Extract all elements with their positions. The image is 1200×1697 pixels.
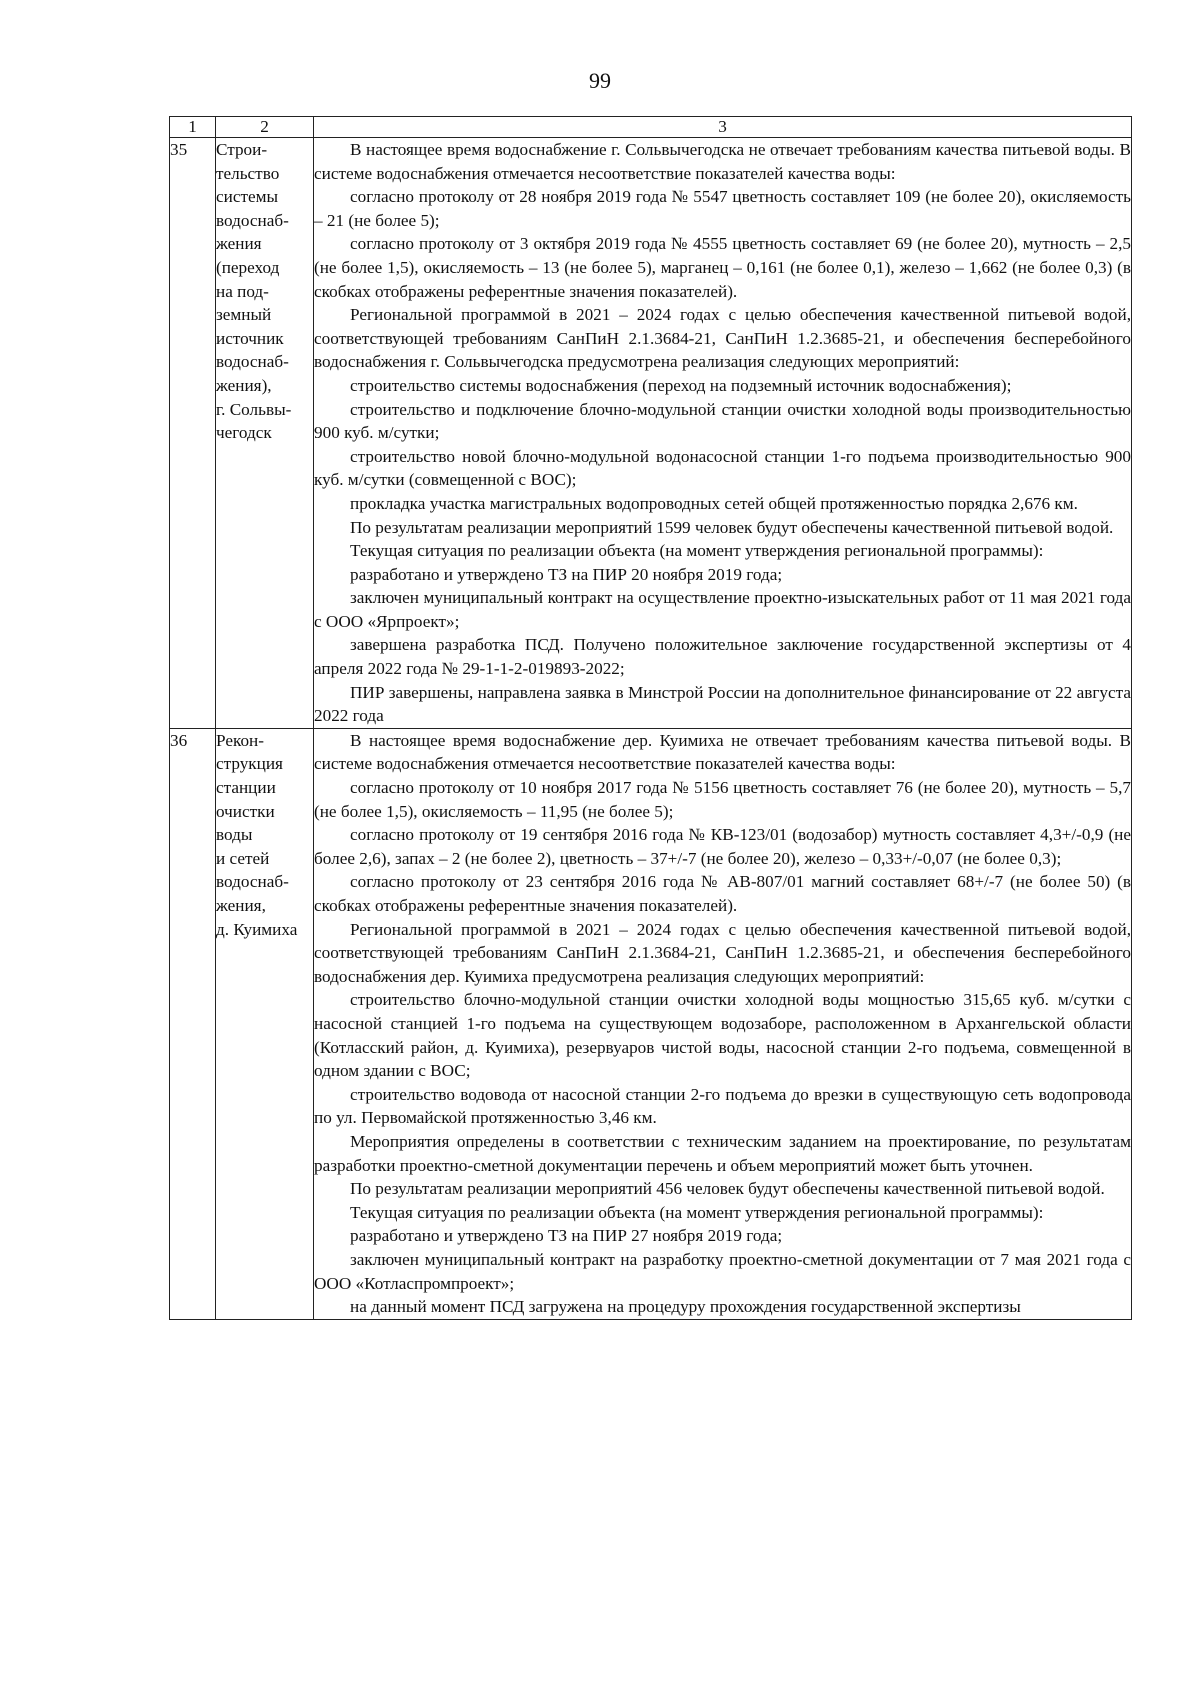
description-paragraph: заключен муниципальный контракт на разработку проектно-сметной документации от 7 мая 2021 года с ООО «Котласпромпроект»;: [314, 1249, 1131, 1293]
object-name-line: жения,: [216, 896, 266, 915]
description-paragraph: заключен муниципальный контракт на осуществление проектно-изыскательных работ от 11 мая 2021 года с ООО «Ярпроект»;: [314, 588, 1131, 631]
description-paragraph: строительство и подключение блочно-модульной станции очистки холодной воды производительностью 900 куб. м/сутки;: [314, 399, 1131, 443]
object-name-line: Строи-: [216, 140, 268, 159]
description-paragraph: согласно протоколу от 23 сентября 2016 года № АВ-807/01 магний составляет 68+/-7 (не более 50) (в скобках отображены референтные значения показателей).: [314, 872, 1131, 915]
object-name-line: водоснаб-: [216, 352, 289, 372]
table-row: [170, 138, 1132, 729]
object-name-line: станции: [216, 778, 276, 798]
description-paragraph: Региональной программой в 2021 – 2024 годах с целью обеспечения качественной питьевой водой, соответствующей требованиям СанПиН 2.1.3684-21, СанПиН 1.2.3685-21, и обеспечения бесперебойного водоснабжения г. Сольвычегодска предусмотрена реализация следующих мероприятий:: [314, 305, 1131, 372]
object-name-line: жения: [216, 234, 262, 254]
row-number: 36: [170, 728, 216, 1319]
object-name-line: воды: [216, 825, 253, 845]
description-paragraph: прокладка участка магистральных водопроводных сетей общей протяженностью порядка 2,676 км.: [350, 493, 1078, 513]
object-name-line: на под-: [216, 281, 269, 301]
object-name-line: водоснаб-: [216, 872, 289, 892]
description-cell: [314, 728, 1132, 1319]
measures-table: [169, 116, 1132, 1320]
object-name-line: земный: [216, 305, 272, 325]
object-name-line: жения),: [216, 375, 272, 395]
object-name-line: д. Куимиха: [216, 919, 298, 939]
description-paragraph: Текущая ситуация по реализации объекта (на момент утверждения региональной программы):: [350, 541, 1044, 561]
object-name-line: (переход: [216, 257, 280, 277]
description-paragraph: согласно протоколу от 28 ноября 2019 года № 5547 цветность составляет 109 (не более 20), окисляемость – 21 (не более 5);: [314, 187, 1131, 230]
description-paragraph: согласно протоколу от 10 ноября 2017 года № 5156 цветность составляет 76 (не более 20), мутность – 5,7 (не более 1,5), окисляемость – 11,95 (не более 5);: [314, 778, 1131, 821]
description-paragraph: разработано и утверждено ТЗ на ПИР 27 ноября 2019 года;: [350, 1226, 783, 1246]
description-paragraph: строительство водовода от насосной станции 2-го подъема до врезки в существующую сеть водопровода по ул. Первомайской протяженностью 3,46 км.: [314, 1084, 1131, 1128]
description-paragraph: По результатам реализации мероприятий 456 человек будут обеспечены качественной питьевой водой.: [350, 1179, 1105, 1199]
description-paragraph: строительство блочно-модульной станции очистки холодной воды мощностью 315,65 куб. м/сутки с насосной станцией 1-го подъема на существующем водозаборе, расположенном в Архангельской области (Котласский район, д. Куимиха), резервуаров чистой воды, насосной станции 2-го подъема, совмещенной в одном здании с ВОС;: [314, 990, 1131, 1081]
object-name-line: тельство: [216, 163, 280, 183]
object-name-line: г. Сольвы-: [216, 399, 292, 419]
description-cell: [314, 138, 1132, 729]
table-header-row: [170, 117, 1132, 138]
object-name-line: источник: [216, 328, 284, 348]
description-paragraph: строительство новой блочно-модульной водонасосной станции 1-го подъема производительностью 900 куб. м/сутки (совмещенной с ВОС);: [314, 446, 1131, 490]
object-name-line: Рекон-: [216, 730, 264, 750]
object-name: [216, 728, 314, 1319]
object-name-line: водоснаб-: [216, 210, 289, 230]
object-name: [216, 138, 314, 729]
header-col-1: 1: [170, 117, 216, 138]
description-paragraph: ПИР завершены, направлена заявка в Минстрой России на дополнительное финансирование от 22 августа 2022 года: [314, 682, 1131, 726]
header-col-3: 3: [314, 117, 1132, 138]
description-paragraph: В настоящее время водоснабжение г. Сольвычегодска не отвечает требованиям качества питьевой воды. В системе водоснабжения отмечается несоответствие показателей качества воды:: [314, 140, 1131, 183]
description-paragraph: Мероприятия определены в соответствии с техническим заданием на проектирование, по результатам разработки проектно-сметной документации перечень и объем мероприятий может быть уточнен.: [314, 1131, 1131, 1175]
description-paragraph: разработано и утверждено ТЗ на ПИР 20 ноября 2019 года;: [350, 564, 783, 584]
description-paragraph: на данный момент ПСД загружена на процедуру прохождения государственной экспертизы: [350, 1297, 1021, 1317]
row-number: 35: [170, 138, 216, 729]
description-paragraph: В настоящее время водоснабжение дер. Куимиха не отвечает требованиям качества питьевой воды. В системе водоснабжения отмечается несоответствие показателей качества воды:: [314, 730, 1131, 774]
object-name-line: и сетей: [216, 848, 270, 868]
object-name-line: системы: [216, 187, 279, 207]
description-paragraph: Региональной программой в 2021 – 2024 годах с целью обеспечения качественной питьевой водой, соответствующей требованиям СанПиН 2.1.3684-21, СанПиН 1.2.3685-21, и обеспечения бесперебойного водоснабжения дер. Куимиха предусмотрена реализация следующих мероприятий:: [314, 919, 1131, 986]
page-number: 99: [589, 68, 611, 93]
object-name-line: струкция: [216, 754, 283, 774]
description-paragraph: согласно протоколу от 3 октября 2019 года № 4555 цветность составляет 69 (не более 20), мутность – 2,5 (не более 1,5), окисляемость – 13 (не более 5), марганец – 0,161 (не более 0,1), железо – 1,662 (не более 0,3) (в скобках отображены референтные значения показателей).: [314, 234, 1131, 301]
object-name-line: очистки: [216, 801, 275, 821]
description-paragraph: согласно протоколу от 19 сентября 2016 года № КВ-123/01 (водозабор) мутность составляет 4,3+/-0,9 (не более 2,6), запах – 2 (не более 2), цветность – 37+/-7 (не более 20), железо – 0,33+/-0,07 (не более 0,3);: [314, 825, 1131, 868]
description-paragraph: По результатам реализации мероприятий 1599 человек будут обеспечены качественной питьевой водой.: [350, 517, 1114, 537]
description-paragraph: завершена разработка ПСД. Получено положительное заключение государственной экспертизы от 4 апреля 2022 года № 29-1-1-2-019893-2022;: [314, 635, 1131, 679]
description-paragraph: строительство системы водоснабжения (переход на подземный источник водоснабжения);: [350, 375, 1012, 395]
description-paragraph: Текущая ситуация по реализации объекта (на момент утверждения региональной программы):: [350, 1202, 1044, 1222]
header-col-2: 2: [216, 117, 314, 138]
table-row: [170, 728, 1132, 1319]
object-name-line: чегодск: [216, 423, 272, 443]
